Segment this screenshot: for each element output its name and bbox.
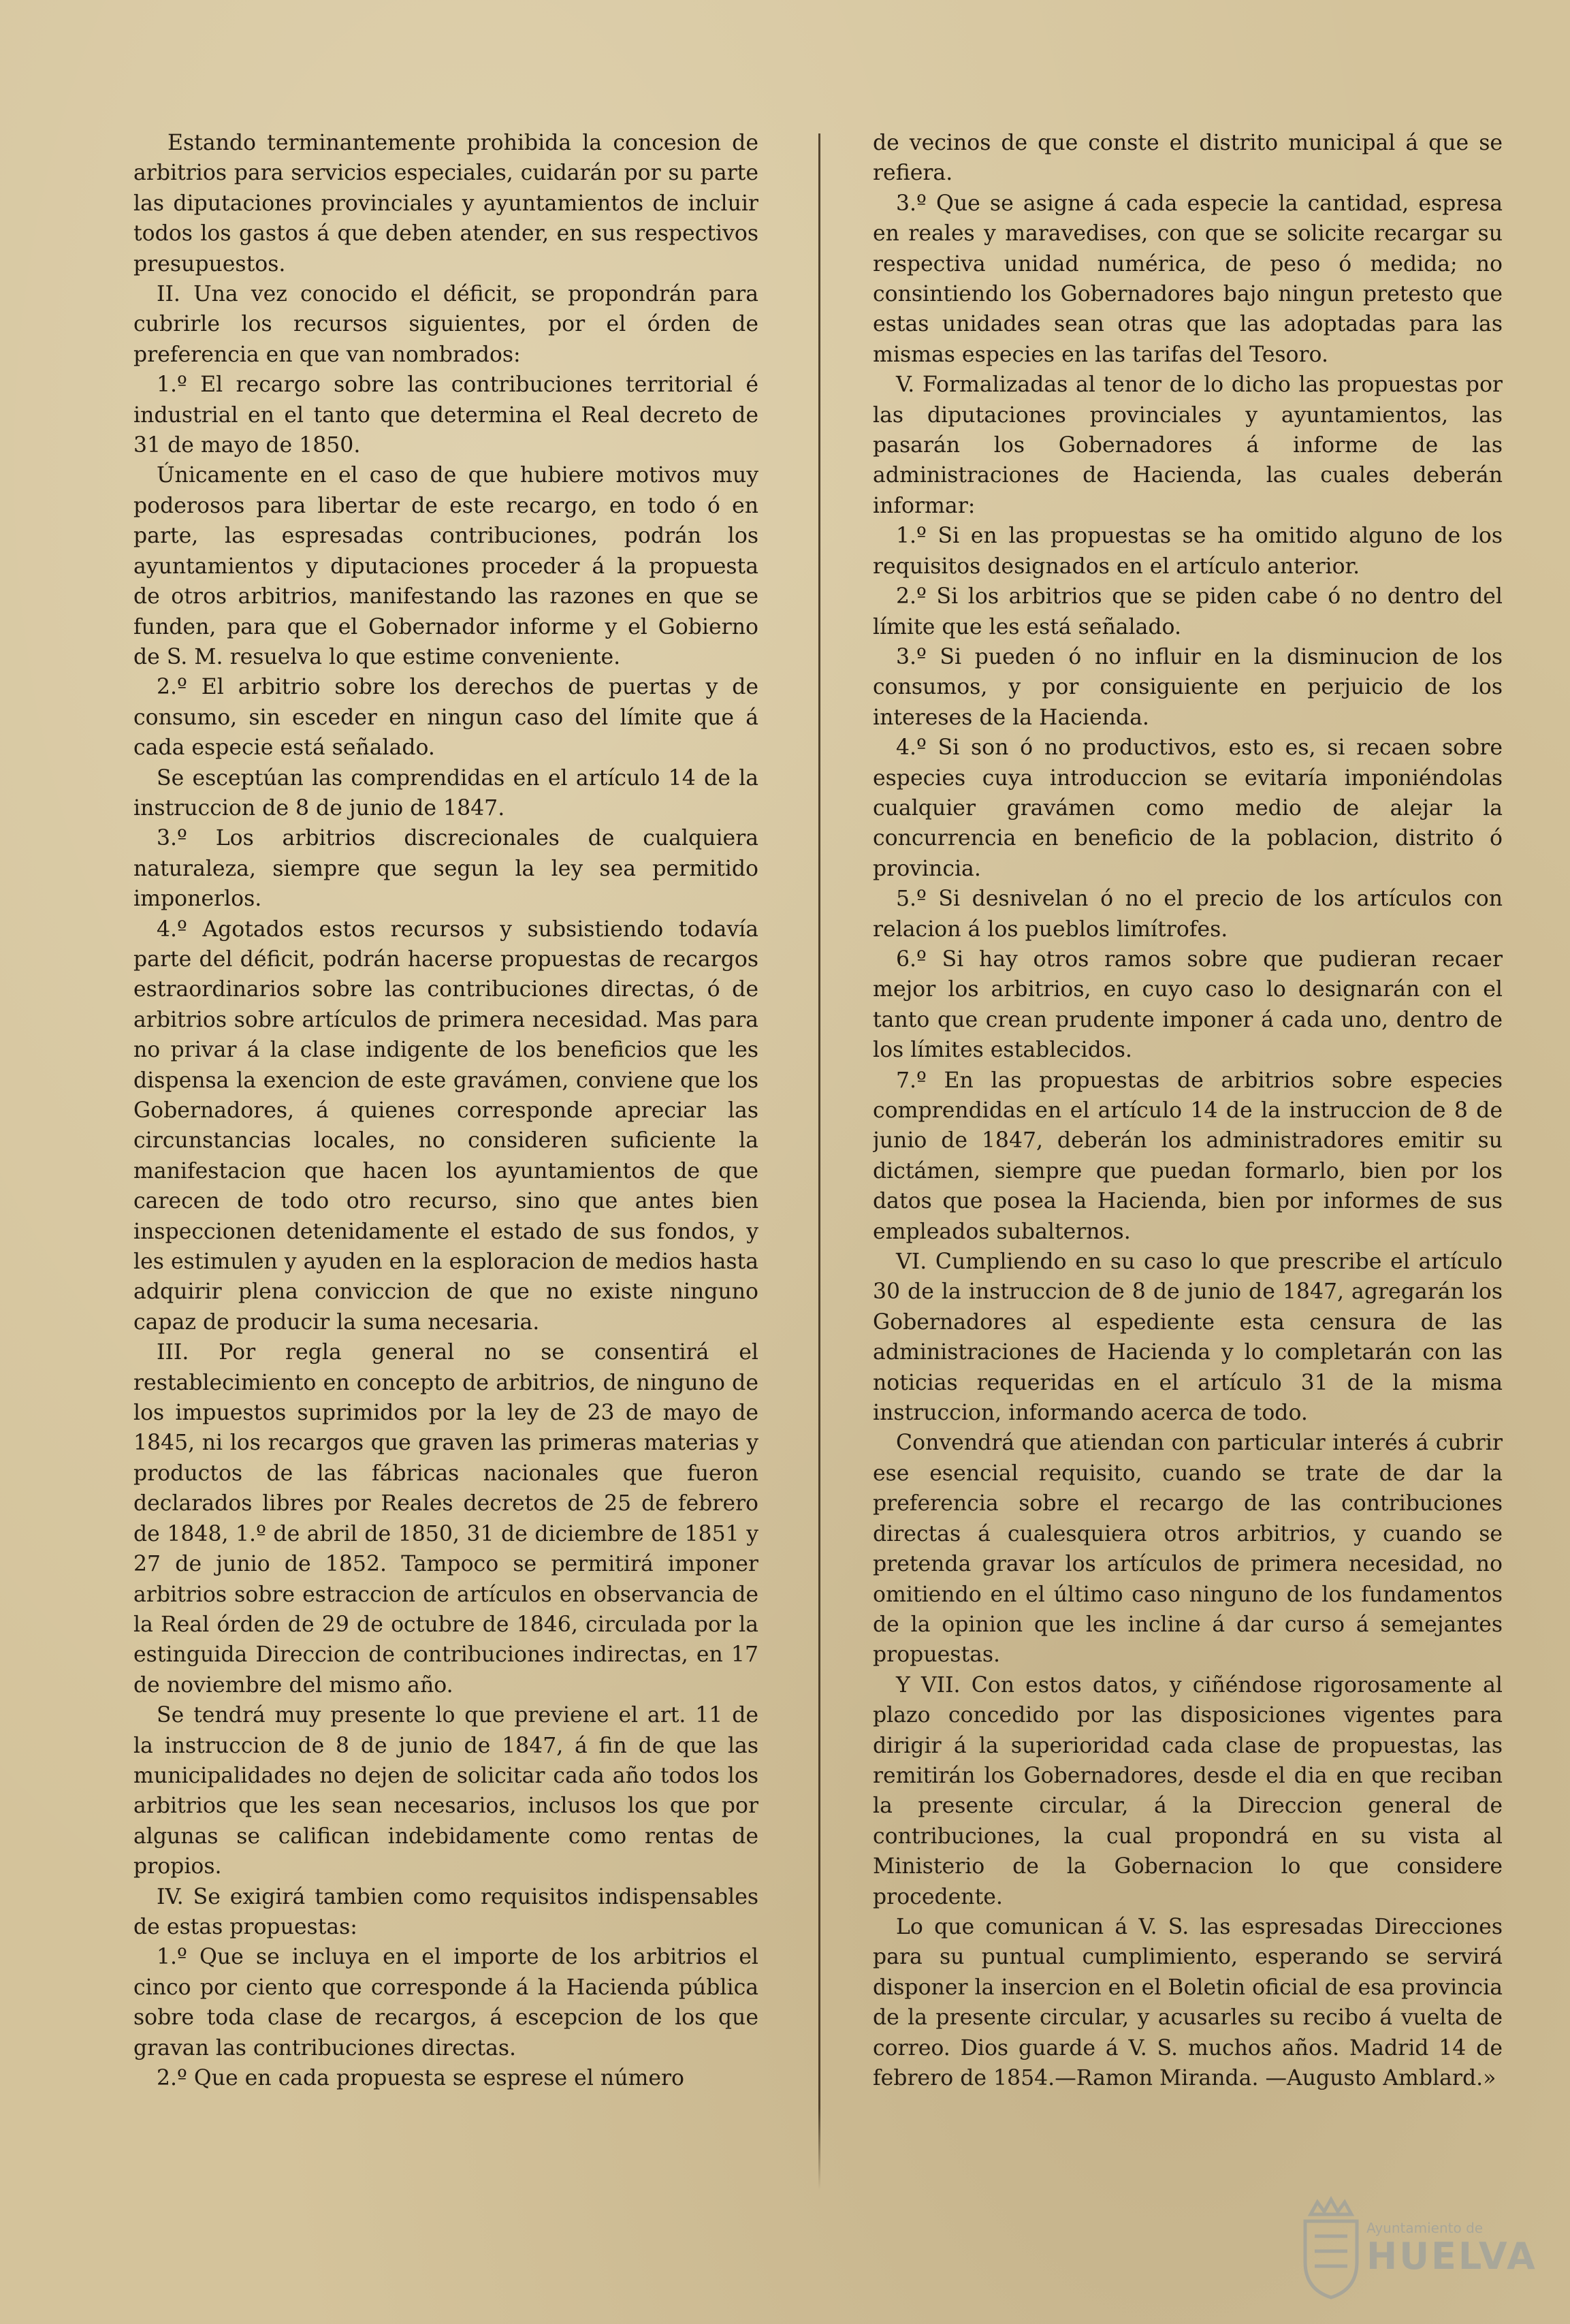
paragraph: 6.º Si hay otros ramos sobre que pudieran recaer mejor los arbitrios, en cuyo caso lo designarán con el tanto que crean prudente imponer á cada uno, dentro de los límites establecidos.: [873, 946, 1503, 1063]
paragraph: 2.º Que en cada propuesta se esprese el número: [157, 2066, 685, 2090]
right-text-column: [873, 128, 1503, 2093]
paragraph: 3.º Si pueden ó no influir en la disminucion de los consumos, y por consiguiente en perjuicio de los intereses de la Hacienda.: [873, 644, 1503, 730]
paragraph: 3.º Los arbitrios discrecionales de cualquiera naturaleza, siempre que segun la ley sea permitido imponerlos.: [133, 826, 758, 912]
paragraph: IV. Se exigirá tambien como requisitos indispensables de estas propuestas:: [133, 1884, 758, 1939]
watermark-line1: Ayuntamiento de: [1366, 2220, 1484, 2236]
paragraph: Se esceptúan las comprendidas en el artículo 14 de la instruccion de 8 de junio de 1847.: [133, 765, 758, 821]
watermark-line2: HUELVA: [1366, 2235, 1537, 2278]
watermark-text: [1366, 2220, 1537, 2278]
coat-of-arms-icon: [1290, 2194, 1372, 2303]
column-divider: [818, 133, 820, 2190]
ayuntamiento-watermark: [1290, 2194, 1537, 2308]
paragraph: II. Una vez conocido el déficit, se propondrán para cubrirle los recursos siguientes, por el órden de preferencia en que van nombrados:: [133, 282, 758, 367]
paragraph: 4.º Agotados estos recursos y subsistiendo todavía parte del déficit, podrán hacerse propuestas de recargos estraordinarios sobre las contribuciones directas, ó de arbitrios sobre artículos de primera necesidad. Mas para no privar á la clase indigente de los beneficios que les dispensa la exencion de este gravámen, conviene que los Gobernadores, á quienes corresponde apreciar las circunstancias locales, no consideren suficiente la manifestacion que hacen los ayuntamientos de que carecen de todo otro recurso, sino que antes bien inspeccionen detenidamente el estado de sus fondos, y les estimulen y ayuden en la esploracion de medios hasta adquirir plena conviccion de que no existe ninguno capaz de producir la suma necesaria.: [133, 917, 758, 1335]
paragraph: 1.º Que se incluya en el importe de los arbitrios el cinco por ciento que corresponde á la Hacienda pública sobre toda clase de recargos, á escepcion de los que gravan las contribuciones directas.: [133, 1945, 758, 2060]
left-text-column: [133, 128, 758, 2093]
paragraph: 1.º El recargo sobre las contribuciones territorial é industrial en el tanto que determina el Real decreto de 31 de mayo de 1850.: [133, 372, 758, 458]
paragraph: 7.º En las propuestas de arbitrios sobre especies comprendidas en el artículo 14 de la instruccion de 8 de junio de 1847, deberán los administradores emitir su dictámen, siempre que puedan formarlo, bien por los datos que posea la Hacienda, bien por informes de sus empleados subalternos.: [873, 1068, 1503, 1244]
paragraph: VI. Cumpliendo en su caso lo que prescribe el artículo 30 de la instruccion de 8 de junio de 1847, agregarán los Gobernadores al espediente esta censura de las administraciones de Hacienda y lo completarán con las noticias requeridas en el artículo 31 de la misma instruccion, informando acerca de todo.: [873, 1249, 1503, 1426]
paragraph: 2.º Si los arbitrios que se piden cabe ó no dentro del límite que les está señalado.: [873, 584, 1503, 639]
paragraph: Y VII. Con estos datos, y ciñéndose rigorosamente al plazo concedido por las disposiciones vigentes para dirigir á la superioridad cada clase de propuestas, las remitirán los Gobernadores, desde el dia en que reciban la presente circular, á la Direccion general de contribuciones, la cual propondrá en su vista al Ministerio de la Gobernacion lo que considere procedente.: [873, 1672, 1503, 1909]
paragraph: 1.º Si en las propuestas se ha omitido alguno de los requisitos designados en el artículo anterior.: [873, 524, 1503, 579]
paragraph: Se tendrá muy presente lo que previene el art. 11 de la instruccion de 8 de junio de 1847, á fin de que las municipalidades no dejen de solicitar cada año todos los arbitrios que les sean necesarios, inclusos los que por algunas se califican indebidamente como rentas de propios.: [133, 1703, 758, 1879]
paragraph: Estando terminantemente prohibida la concesion de arbitrios para servicios especiales, cuidarán por su parte las diputaciones provinciales y ayuntamientos de incluir todos los gastos á que deben atender, en sus respectivos presupuestos.: [133, 131, 758, 276]
paragraph: Lo que comunican á V. S. las espresadas Direcciones para su puntual cumplimiento, esperando se servirá disponer la insercion en el Boletin oficial de esa provincia de la presente circular, y acusarles su recibo á vuelta de correo. Dios guarde á V. S. muchos años. Madrid 14 de febrero de 1854.—Ramon Miranda. —Augusto Amblard.»: [873, 1914, 1503, 2090]
paragraph: 4.º Si son ó no productivos, esto es, si recaen sobre especies cuya introduccion se evitaría imponiéndolas cualquier gravámen como medio de alejar la concurrencia en beneficio de la poblacion, distrito ó provincia.: [873, 735, 1503, 881]
paragraph: III. Por regla general no se consentirá el restablecimiento en concepto de arbitrios, de ninguno de los impuestos suprimidos por la ley de 23 de mayo de 1845, ni los recargos que graven las primeras materias y productos de las fábricas nacionales que fueron declarados libres por Reales decretos de 25 de febrero de 1848, 1.º de abril de 1850, 31 de diciembre de 1851 y 27 de junio de 1852. Tampoco se permitirá imponer arbitrios sobre estraccion de artículos en observancia de la Real órden de 29 de octubre de 1846, circulada por la estinguida Direccion de contribuciones indirectas, en 17 de noviembre del mismo año.: [133, 1340, 758, 1698]
paragraph: 2.º El arbitrio sobre los derechos de puertas y de consumo, sin esceder en ningun caso del límite que á cada especie está señalado.: [133, 675, 758, 761]
paragraph: de vecinos de que conste el distrito municipal á que se refiera.: [873, 131, 1503, 186]
paragraph: 5.º Si desnivelan ó no el precio de los artículos con relacion á los pueblos limítrofes.: [873, 887, 1503, 942]
paragraph: V. Formalizadas al tenor de lo dicho las propuestas por las diputaciones provinciales y ayuntamientos, las pasarán los Gobernadores á informe de las administraciones de Hacienda, las cuales deberán informar:: [873, 372, 1503, 518]
paragraph: 3.º Que se asigne á cada especie la cantidad, espresa en reales y maravedises, con que se solicite recargar su respectiva unidad numérica, de peso ó medida; no consintiendo los Gobernadores bajo ningun pretesto que estas unidades sean otras que las adoptadas para las mismas especies en las tarifas del Tesoro.: [873, 191, 1503, 367]
paragraph: Únicamente en el caso de que hubiere motivos muy poderosos para libertar de este recargo, en todo ó en parte, las espresadas contribuciones, podrán los ayuntamientos y diputaciones proceder á la propuesta de otros arbitrios, manifestando las razones en que se funden, para que el Gobernador informe y el Gobierno de S. M. resuelva lo que estime conveniente.: [133, 463, 758, 669]
paragraph: Convendrá que atiendan con particular interés á cubrir ese esencial requisito, cuando se trate de dar la preferencia sobre el recargo de las contribuciones directas á cualesquiera otros arbitrios, y cuando se pretenda gravar los artículos de primera necesidad, no omitiendo en el último caso ninguno de los fundamentos de la opinion que les incline á dar curso á semejantes propuestas.: [873, 1431, 1503, 1668]
